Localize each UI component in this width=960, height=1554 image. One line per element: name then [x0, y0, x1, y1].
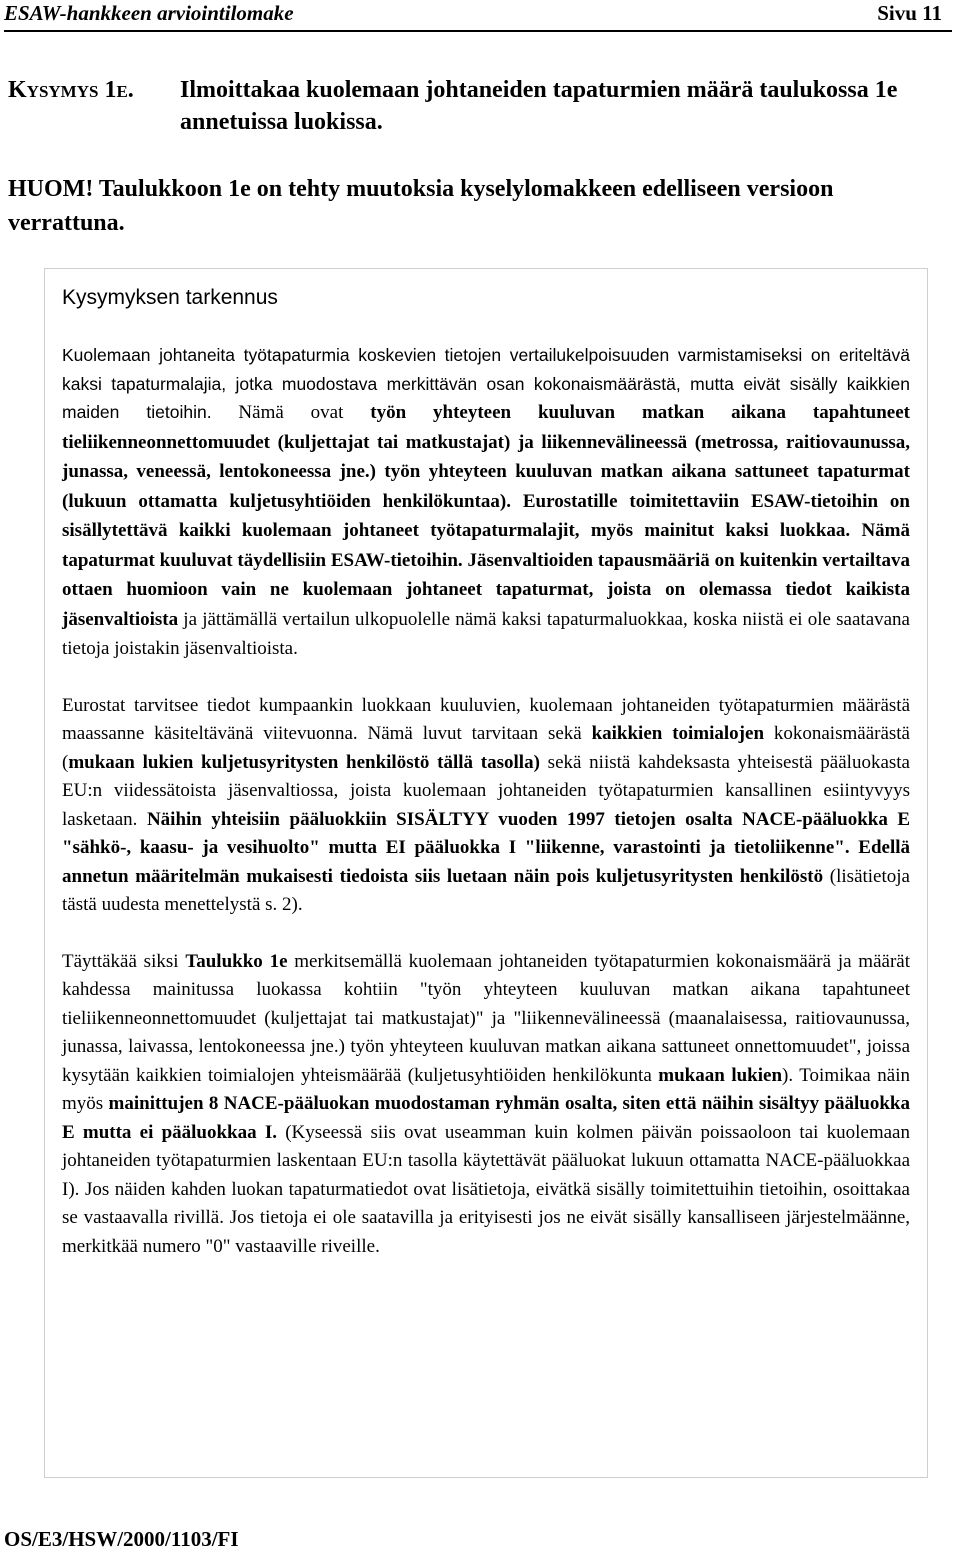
p1-text-1: Kuolemaan johtaneita työtapaturmia koskevien tietojen vertailukelpoisuuden varmistamiseksi on eriteltävä kaksi tapaturmalajia, jotka muodostava merkittävän osan kokonaismäärästä, mutta eivät sisälly kaikkien maiden tietoihin.	[62, 345, 910, 422]
p3-text-3: ). Toimikaa näin myös	[62, 1064, 910, 1114]
paragraph-3	[62, 948, 910, 1262]
p2-text-2: kokonaismäärästä (	[62, 723, 910, 773]
document-title: ESAW-hankkeen arviointilomake	[4, 1, 294, 25]
paragraph-1	[62, 341, 910, 664]
paragraph-2	[62, 692, 910, 920]
question-text: Ilmoittakaa kuolemaan johtaneiden tapaturmien määrä taulukossa 1e annetuissa luokissa.	[180, 77, 898, 135]
p3-bold-2: mukaan lukien	[658, 1064, 783, 1086]
p2-text-3: sekä niistä kahdeksasta yhteisestä pääluokasta EU:n viidessätoista jäsenvaltiossa, joista kuolemaan johtaneiden työtapaturmien kansallinen esiintyvyys lasketaan.	[62, 751, 910, 830]
document-reference: OS/E3/HSW/2000/1103/FI	[4, 1527, 239, 1551]
p2-bold-2: mukaan lukien kuljetusyritysten henkilöstö tällä tasolla)	[68, 751, 540, 773]
p2-text-4: (lisätietoja tästä uudesta menettelystä s. 2).	[62, 865, 910, 915]
question-label: Kysymys 1e.	[8, 77, 134, 103]
p2-bold-1: kaikkien toimialojen	[591, 723, 765, 744]
p2-bold-3: Näihin yhteisiin pääluokkiin SISÄLTYY vuoden 1997 tietojen osalta NACE-pääluokka E "sähkö-, kaasu- ja vesihuolto" mutta EI pääluokka I "liikenne, varastointi ja tietoliikenne". Edellä annetun määritelmän mukaisesti tiedoista siis luetaan näin pois kuljetusyritysten henkilöstö	[62, 808, 911, 887]
question-heading	[8, 74, 908, 138]
change-note: HUOM! Taulukkoon 1e on tehty muutoksia kyselylomakkeen edelliseen versioon verrattuna.	[8, 176, 834, 236]
clarification-title: Kysymyksen tarkennus	[62, 286, 278, 309]
p3-bold-1: Taulukko 1e	[185, 950, 288, 972]
p1-text-3: ja jättämällä vertailun ulkopuolelle nämä kaksi tapaturmaluokkaa, koska niistä ei ole saatavana tietoja joistakin jäsenvaltioista.	[62, 608, 910, 659]
header-rule	[4, 30, 952, 32]
p1-text-2: Nämä ovat	[211, 402, 371, 423]
p2-text-1: Eurostat tarvitsee tiedot kumpaankin luokkaan kuuluvien, kuolemaan johtaneiden työtapaturmien määrästä maassanne käsiteltävänä viitevuonna. Nämä luvut tarvitaan sekä	[62, 694, 910, 744]
p3-bold-3: mainittujen 8 NACE-pääluokan muodostaman ryhmän osalta, siten että näihin sisältyy pääluokka E mutta ei pääluokkaa I.	[62, 1093, 910, 1143]
p1-bold-1: työn yhteyteen kuuluvan matkan aikana tapahtuneet tieliikenneonnettomuudet (kuljettajat tai matkustajat) ja liikennevälineessä (metrossa, raitiovaunussa, junassa, veneessä, lentokoneessa jne.) työn yhteyteen kuuluvan matkan aikana sattuneet tapaturmat (lukuun ottamatta kuljetusyhtiöiden henkilökuntaa). Eurostatille toimitettaviin ESAW-tietoihin on sisällytettävä kaikki kuolemaan johtaneet työtapaturmalajit, myös mainitut kaksi luokkaa. Nämä tapaturmat kuuluvat täydellisiin ESAW-tietoihin. Jäsenvaltioiden tapausmääriä on kuitenkin vertailtava ottaen huomioon vain ne kuolemaan johtaneet tapaturmat, joista on olemassa tiedot kaikista jäsenvaltioista	[62, 402, 910, 630]
page-number: Sivu 11	[877, 1, 942, 25]
p3-text-2: merkitsemällä kuolemaan johtaneiden työtapaturmien kokonaismäärä ja määrät kahdessa mainitussa luokassa kohtiin "työn yhteyteen kuuluvan matkan aikana tapahtuneet tieliikenneonnettomuudet (kuljettajat tai matkustajat)" ja "liikennevälineessä (maanalaisessa, raitiovaunussa, junassa, laivassa, lentokoneessa jne.) työn yhteyteen kuuluvan matkan aikana sattuneet onnettomuudet", joissa kysytään kaikkien toimialojen yhteismäärää (kuljetusyhtiöiden henkilökunta	[62, 950, 910, 1086]
p3-text-1: Täyttäkää siksi	[62, 950, 186, 972]
clarification-box	[44, 268, 928, 1478]
p3-text-4: (Kyseessä siis ovat useamman kuin kolmen päivän poissaoloon tai kuolemaan johtaneiden työtapaturmien laskentaan EU:n tasolla käytettävät pääluokat lukuun ottamatta NACE-pääluokkaa I). Jos näiden kahden luokan tapaturmatiedot ovat lisätietoja, eivätkä sisälly toimitettuihin tietoihin, osoittakaa se vastaavalla rivillä. Jos tietoja ei ole saatavilla ja erityisesti jos ne eivät sisälly kansalliseen järjestelmäänne, merkitkää numero "0" vastaaville riveille.	[62, 1121, 910, 1257]
page-header	[4, 0, 952, 30]
